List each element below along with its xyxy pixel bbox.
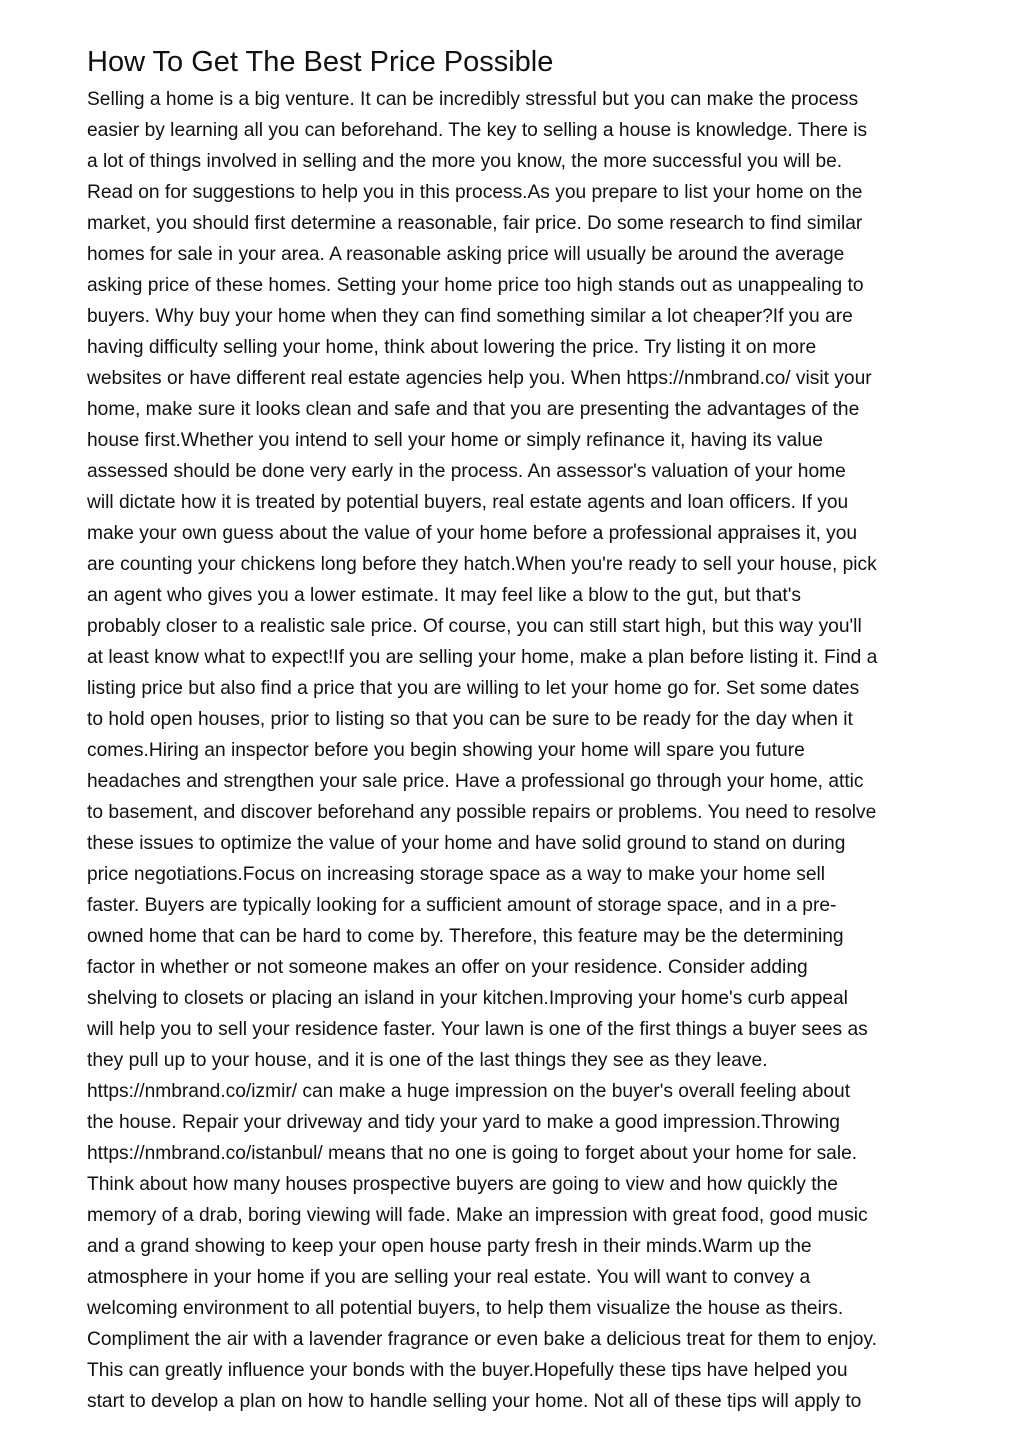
body-text-line: This can greatly influence your bonds with the buyer.Hopefully these tips have helped you: [87, 1360, 848, 1381]
body-text-line: are counting your chickens long before they hatch.When you're ready to sell your house, pick: [87, 554, 877, 575]
page-title: How To Get The Best Price Possible: [87, 46, 554, 78]
body-text-line: homes for sale in your area. A reasonable asking price will usually be around the average: [87, 244, 845, 265]
body-text-line: owned home that can be hard to come by. Therefore, this feature may be the determining: [87, 926, 844, 947]
body-text-line: welcoming environment to all potential buyers, to help them visualize the house as theirs.: [87, 1298, 844, 1319]
body-text-line: an agent who gives you a lower estimate. It may feel like a blow to the gut, but that's: [87, 585, 801, 606]
body-text-line: factor in whether or not someone makes an offer on your residence. Consider adding: [87, 957, 808, 978]
body-text-line: Think about how many houses prospective buyers are going to view and how quickly the: [87, 1174, 838, 1195]
body-text-line: Compliment the air with a lavender fragrance or even bake a delicious treat for them to enjoy.: [87, 1329, 877, 1350]
body-text-line: home, make sure it looks clean and safe and that you are presenting the advantages of the: [87, 399, 860, 420]
body-text-line: to hold open houses, prior to listing so that you can be sure to be ready for the day when it: [87, 709, 853, 730]
body-text-line: shelving to closets or placing an island in your kitchen.Improving your home's curb appeal: [87, 988, 848, 1009]
body-text-line: Read on for suggestions to help you in this process.As you prepare to list your home on the: [87, 182, 863, 203]
body-text-line: atmosphere in your home if you are selling your real estate. You will want to convey a: [87, 1267, 811, 1288]
body-text-line: make your own guess about the value of your home before a professional appraises it, you: [87, 523, 858, 544]
body-text-line: headaches and strengthen your sale price. Have a professional go through your home, attic: [87, 771, 864, 792]
body-text-line: memory of a drab, boring viewing will fade. Make an impression with great food, good music: [87, 1205, 868, 1226]
body-text-line: probably closer to a realistic sale price. Of course, you can still start high, but this way you'll: [87, 616, 862, 637]
body-text-line: house first.Whether you intend to sell your home or simply refinance it, having its value: [87, 430, 823, 451]
body-text-line: they pull up to your house, and it is one of the last things they see as they leave.: [87, 1050, 768, 1071]
body-text-line: price negotiations.Focus on increasing storage space as a way to make your home sell: [87, 864, 826, 885]
body-text-line: easier by learning all you can beforehand. The key to selling a house is knowledge. There is: [87, 120, 868, 141]
body-text-line: will dictate how it is treated by potential buyers, real estate agents and loan officers. If you: [87, 492, 849, 513]
body-text-line: having difficulty selling your home, think about lowering the price. Try listing it on more: [87, 337, 817, 358]
body-text-line: and a grand showing to keep your open house party fresh in their minds.Warm up the: [87, 1236, 812, 1257]
article-body: [87, 84, 967, 1417]
body-text-line: will help you to sell your residence faster. Your lawn is one of the first things a buyer sees as: [87, 1019, 868, 1040]
body-text-line: at least know what to expect!If you are selling your home, make a plan before listing it. Find a: [87, 647, 878, 668]
body-text-line: assessed should be done very early in the process. An assessor's valuation of your home: [87, 461, 846, 482]
body-text-line: market, you should first determine a reasonable, fair price. Do some research to find similar: [87, 213, 863, 234]
body-text-line: listing price but also find a price that you are willing to let your home go for. Set some dates: [87, 678, 860, 699]
body-text-line: https://nmbrand.co/istanbul/ means that no one is going to forget about your home for sale.: [87, 1143, 858, 1164]
body-text-line: start to develop a plan on how to handle selling your home. Not all of these tips will apply to: [87, 1391, 862, 1412]
body-text-line: faster. Buyers are typically looking for a sufficient amount of storage space, and in a pre-: [87, 895, 837, 916]
body-text-line: https://nmbrand.co/izmir/ can make a huge impression on the buyer's overall feeling about: [87, 1081, 851, 1102]
body-text-line: these issues to optimize the value of your home and have solid ground to stand on during: [87, 833, 846, 854]
body-text-line: a lot of things involved in selling and the more you know, the more successful you will be.: [87, 151, 843, 172]
body-text-line: to basement, and discover beforehand any possible repairs or problems. You need to resolve: [87, 802, 877, 823]
body-text-line: the house. Repair your driveway and tidy your yard to make a good impression.Throwing: [87, 1112, 840, 1133]
body-text-line: buyers. Why buy your home when they can find something similar a lot cheaper?If you are: [87, 306, 853, 327]
body-text-line: Selling a home is a big venture. It can be incredibly stressful but you can make the process: [87, 89, 859, 110]
body-text-line: asking price of these homes. Setting your home price too high stands out as unappealing to: [87, 275, 864, 296]
body-text-line: comes.Hiring an inspector before you begin showing your home will spare you future: [87, 740, 805, 761]
body-text-line: websites or have different real estate agencies help you. When https://nmbrand.co/ visit your: [87, 368, 872, 389]
